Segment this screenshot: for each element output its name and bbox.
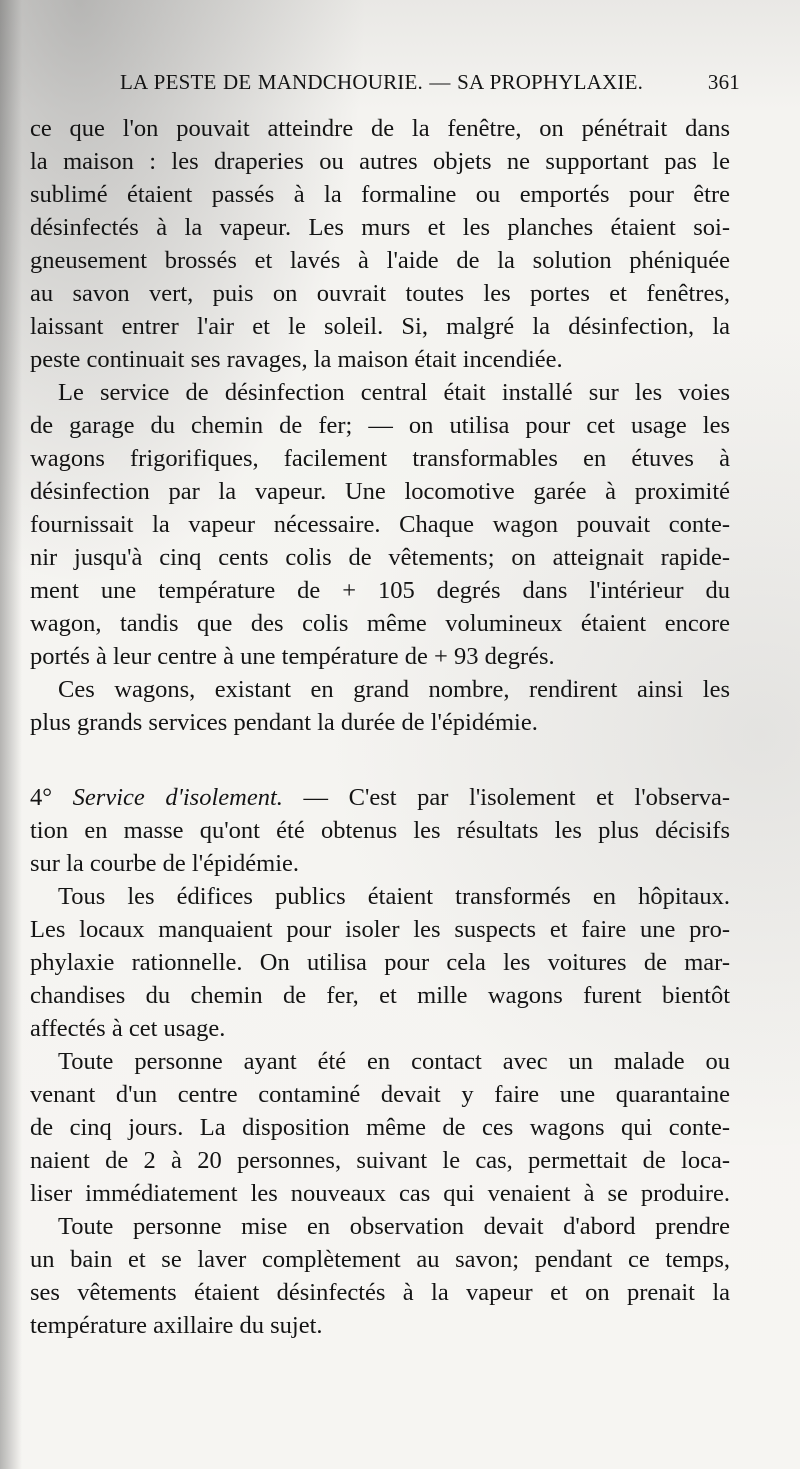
text-line: affectés à cet usage. xyxy=(30,1015,226,1042)
page-number: 361 xyxy=(707,70,740,94)
paragraph-first-line: Ces wagons, existant en grand nombre, rendirent ainsi les xyxy=(58,676,730,703)
running-title: LA PESTE DE MANDCHOURIE. — SA PROPHYLAXIE. xyxy=(120,70,644,94)
text-line: nir jusqu'à cinq cents colis de vêtements; on atteignait rapide- xyxy=(30,544,730,571)
text-line: la maison : les draperies ou autres objets ne supportant pas le xyxy=(30,148,730,175)
paragraph-first-line: Toute personne ayant été en contact avec un malade ou xyxy=(58,1048,730,1075)
paragraph-first-line: Le service de désinfection central était installé sur les voies xyxy=(58,379,730,406)
text-line: portés à leur centre à une température de + 93 degrés. xyxy=(30,643,555,670)
section-title: Service d'isolement. xyxy=(72,784,283,811)
text-line: un bain et se laver complètement au savon; pendant ce temps, xyxy=(30,1246,730,1273)
text-line: sur la courbe de l'épidémie. xyxy=(30,850,300,877)
text-line: désinfectés à la vapeur. Les murs et les planches étaient soi- xyxy=(30,214,730,241)
text-line: phylaxie rationnelle. On utilisa pour cela les voitures de mar- xyxy=(30,949,730,976)
text-line: gneusement brossés et lavés à l'aide de la solution phéniquée xyxy=(30,247,730,274)
text-line: tion en masse qu'ont été obtenus les résultats les plus décisifs xyxy=(30,817,730,844)
text-line: naient de 2 à 20 personnes, suivant le cas, permettait de loca- xyxy=(30,1147,730,1174)
text-line: au savon vert, puis on ouvrait toutes les portes et fenêtres, xyxy=(30,280,730,307)
text-line: plus grands services pendant la durée de l'épidémie. xyxy=(30,709,538,736)
text-line: ment une température de + 105 degrés dans l'intérieur du xyxy=(30,577,730,604)
text-line: de cinq jours. La disposition même de ces wagons qui conte- xyxy=(30,1114,730,1141)
text-line: chandises du chemin de fer, et mille wagons furent bientôt xyxy=(30,982,730,1009)
text-line: température axillaire du sujet. xyxy=(30,1312,323,1339)
section-spacer xyxy=(30,739,730,781)
section-heading-text: — C'est par l'isolement et l'observa- xyxy=(303,784,730,811)
text-line: peste continuait ses ravages, la maison était incendiée. xyxy=(30,346,563,373)
text-line: ce que l'on pouvait atteindre de la fenêtre, on pénétrait dans xyxy=(30,115,730,142)
text-line: laissant entrer l'air et le soleil. Si, malgré la désinfection, la xyxy=(30,313,730,340)
text-line: wagon, tandis que des colis même volumineux étaient encore xyxy=(30,610,730,637)
text-line: venant d'un centre contaminé devait y faire une quarantaine xyxy=(30,1081,730,1108)
text-line: wagons frigorifiques, facilement transformables en étuves à xyxy=(30,445,730,472)
section-number: 4° xyxy=(30,784,53,811)
text-line: de garage du chemin de fer; — on utilisa pour cet usage les xyxy=(30,412,730,439)
paragraph-first-line: Tous les édifices publics étaient transformés en hôpitaux. xyxy=(58,883,730,910)
running-header xyxy=(120,70,740,95)
text-line: fournissait la vapeur nécessaire. Chaque wagon pouvait conte- xyxy=(30,511,730,538)
paragraph-first-line: Toute personne mise en observation devait d'abord prendre xyxy=(58,1213,730,1240)
text-line: Les locaux manquaient pour isoler les suspects et faire une pro- xyxy=(30,916,730,943)
text-line: sublimé étaient passés à la formaline ou emportés pour être xyxy=(30,181,730,208)
text-line: liser immédiatement les nouveaux cas qui venaient à se produire. xyxy=(30,1180,730,1207)
text-line: désinfection par la vapeur. Une locomotive garée à proximité xyxy=(30,478,730,505)
scan-shadow-edge xyxy=(0,0,22,1469)
section-heading-line xyxy=(30,781,730,814)
body-text xyxy=(30,112,730,1342)
text-line: ses vêtements étaient désinfectés à la vapeur et on prenait la xyxy=(30,1279,730,1306)
